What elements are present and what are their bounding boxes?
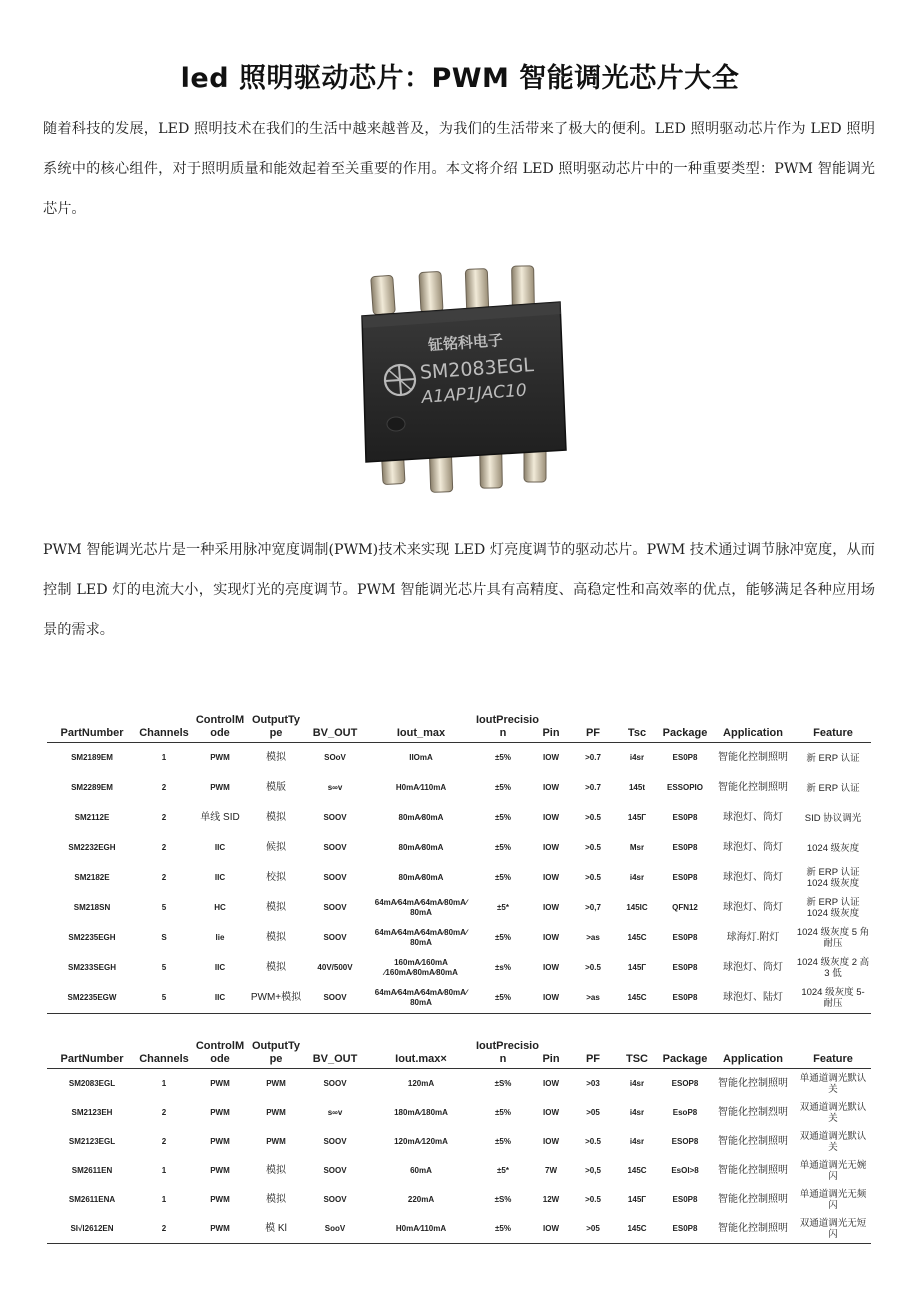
table-cell: >0.5 <box>585 963 601 972</box>
table-cell: ±5% <box>495 753 511 762</box>
table-cell: 智能化控制照明 <box>718 752 788 763</box>
table-cell: 1 <box>161 1078 167 1088</box>
table-cell: ES0P8 <box>672 813 698 822</box>
table-cell: 145Γ <box>627 963 647 972</box>
table-cell: >05 <box>571 1214 615 1244</box>
table-cell: 80mA∕80mA <box>398 843 444 852</box>
table-cell: EsoP8 <box>672 1107 698 1117</box>
col-header: Iout_max <box>367 714 475 743</box>
col-header: Feature <box>795 1040 871 1069</box>
col-header: BV_OUT <box>303 1040 367 1069</box>
table-cell: H0mA∕110mA <box>395 783 447 792</box>
table-cell: 单通道调光无频 闪 <box>799 1188 867 1211</box>
col-header: Application <box>711 1040 795 1069</box>
table-cell: 智能化控制照明 <box>718 1135 788 1147</box>
table-cell: i4sr <box>629 1136 645 1146</box>
table-cell: 模 Kl <box>249 1214 303 1244</box>
table-cell: 145C <box>627 1165 647 1175</box>
table-cell: ES0P8 <box>672 843 698 852</box>
table-row <box>47 1069 871 1099</box>
col-header: ControlM ode <box>191 1040 249 1069</box>
table-cell: 145C <box>615 983 659 1014</box>
brand-logo-icon <box>384 364 416 396</box>
table-cell: 新 ERP 认证 <box>806 782 860 794</box>
table-cell: H0mA∕110mA <box>367 1214 475 1244</box>
table-cell: 145Γ <box>627 813 647 822</box>
col-header: Package <box>659 1040 711 1069</box>
table-cell: >0,5 <box>585 1165 601 1175</box>
table-cell: >as <box>586 933 600 942</box>
table-cell: ±5% <box>475 983 531 1014</box>
table-cell: 220mA <box>407 1194 435 1204</box>
table-cell: 80mA∕80mA <box>398 873 444 882</box>
table-cell: IIC <box>191 983 249 1014</box>
table-cell: ±5% <box>495 1107 511 1117</box>
table-cell: EsOl>8 <box>671 1165 699 1175</box>
table-cell: SM2611ENA <box>68 1194 116 1204</box>
table-cell: 球泡灯、筒灯 <box>723 842 783 853</box>
table-cell: 单通道调光无婉 闪 <box>799 1159 867 1182</box>
table-cell: IOW <box>543 873 559 882</box>
table-cell: >0.5 <box>585 813 601 822</box>
table-row <box>47 983 871 1014</box>
table-cell: PWM <box>191 1214 249 1244</box>
table-cell: 160mA∕160mA ∕160mA∕80mA∕80mA <box>384 958 458 977</box>
table-row <box>47 1156 871 1185</box>
col-header: OutputTy pe <box>249 714 303 743</box>
table-cell: 1024 级灰度 <box>806 842 860 854</box>
chip-photo <box>352 262 574 500</box>
col-header: Tsc <box>615 714 659 743</box>
table-cell: ESSOPIO <box>666 783 703 792</box>
table-cell: ES0P8 <box>672 873 698 882</box>
table-cell: 单通道调光默认 关 <box>799 1072 867 1095</box>
table-cell: SOOV <box>323 1165 347 1175</box>
table-cell: 1024 级灰度 5- 耐压 <box>795 983 871 1014</box>
table-cell: >0.7 <box>585 753 601 762</box>
table-cell: 模拟 <box>266 1164 286 1176</box>
col-header: Package <box>659 714 711 743</box>
col-header: Channels <box>137 714 191 743</box>
table-cell: SOOV <box>323 1194 347 1204</box>
table-cell: 双通道调光默认 关 <box>799 1101 867 1124</box>
table-cell: SM2112E <box>74 813 110 822</box>
table-cell: SI√l2612EN <box>47 1214 137 1244</box>
table-cell: ESOP8 <box>671 1136 699 1146</box>
table-cell: ±S% <box>494 1078 512 1088</box>
table-row <box>47 1098 871 1127</box>
table-cell: 2 <box>161 873 167 882</box>
table-cell: 40V/500V <box>317 963 353 972</box>
table-cell: 模拟 <box>266 752 286 763</box>
table-cell: 模拟 <box>266 902 286 913</box>
table-cell: 1 <box>161 753 167 762</box>
table-cell: 80mA∕80mA <box>398 813 444 822</box>
table-cell: ES0P8 <box>659 983 711 1014</box>
table-cell: s∞v <box>327 1107 343 1117</box>
table-cell: IOW <box>543 813 559 822</box>
table-cell: 2 <box>161 843 167 852</box>
table-cell: PWM <box>266 1107 286 1117</box>
table-cell: PWM <box>210 753 230 762</box>
table-cell: 1 <box>161 1165 167 1175</box>
table-cell: 145Γ <box>627 1194 647 1204</box>
table-cell: 球泡灯、筒灯 <box>723 872 783 883</box>
table-cell: ±5% <box>475 1214 531 1244</box>
col-header: BV_OUT <box>303 714 367 743</box>
table-cell: >05 <box>586 1107 600 1117</box>
table-cell: ±5% <box>495 813 511 822</box>
table-cell: HC <box>214 903 226 912</box>
table-cell: ES0P8 <box>672 753 698 762</box>
col-header: PartNumber <box>47 714 137 743</box>
table-cell: 模拟 <box>266 962 286 973</box>
table-cell: SOOV <box>323 1136 347 1146</box>
table-cell: 2 <box>161 1107 167 1117</box>
table-cell: 2 <box>137 1214 191 1244</box>
table-cell: SOOV <box>323 933 347 942</box>
table-cell: 120mA∕120mA <box>394 1136 448 1146</box>
table-cell: ±5% <box>495 873 511 882</box>
spec-table-2 <box>47 1040 871 1244</box>
table-cell: 新 ERP 认证 1024 级灰度 <box>806 897 860 919</box>
table-cell: ±5% <box>495 933 511 942</box>
table-cell: 新 ERP 认证 <box>806 752 860 764</box>
table-row <box>47 743 871 774</box>
table-cell: 1024 级灰度 5 角 耐压 <box>796 927 870 949</box>
table-cell: IOW <box>543 963 559 972</box>
table-cell: 5 <box>137 983 191 1014</box>
table-cell: ±5% <box>495 1136 511 1146</box>
table-cell: ±S% <box>494 1194 512 1204</box>
table-cell: PWM <box>266 1136 286 1146</box>
table-cell: >0.5 <box>585 843 601 852</box>
table-row <box>47 1185 871 1214</box>
intro-paragraph: 随着科技的发展，LED 照明技术在我们的生活中越来越普及，为我们的生活带来了极大的便利。LED 照明驱动芯片作为 LED 照明系统中的核心组件，对于照明质量和能效起着至关重要的作用。本文将介绍 LED 照明驱动芯片中的一种重要类型：PWM 智能调光芯片。 <box>43 121 875 217</box>
table-row <box>47 863 871 893</box>
table-cell: 64mA∕64mA∕64mA∕80mA∕ 80mA <box>374 928 468 947</box>
table-cell: >0.5 <box>585 873 601 882</box>
table-cell: 模拟 <box>266 812 286 823</box>
table-cell: SID 协议调光 <box>804 812 862 824</box>
table-cell: ESOP8 <box>671 1078 699 1088</box>
table-row <box>47 833 871 863</box>
table-cell: SOOV <box>323 903 347 912</box>
table-row <box>47 1214 871 1244</box>
table-cell: IIOmA <box>409 753 433 762</box>
table-cell: 2 <box>161 1136 167 1146</box>
table-cell: 5 <box>161 963 167 972</box>
table-cell: S <box>161 933 167 942</box>
table-cell: IOW <box>543 1136 559 1146</box>
table-cell: 1024 级灰度 2 高 3 低 <box>796 957 870 979</box>
table-cell: 单线 SID <box>200 812 240 823</box>
table-cell: 候拟 <box>266 842 286 853</box>
table-cell: 5 <box>161 903 167 912</box>
chip-lot-text: A1AP1JAC10 <box>421 380 528 408</box>
table-cell: >03 <box>586 1078 600 1088</box>
table-cell: IOW <box>543 753 559 762</box>
table-cell: 双通道调光无短 闪 <box>795 1214 871 1244</box>
table-cell: 智能化控制照明 <box>711 1214 795 1244</box>
table-cell: IOW <box>543 933 559 942</box>
table-cell: IIC <box>214 843 226 852</box>
table-cell: 60mA <box>410 1165 432 1175</box>
col-header: PF <box>571 1040 615 1069</box>
table-cell: PWM <box>210 1194 230 1204</box>
table-cell: 球泡灯、筒灯 <box>723 812 783 823</box>
table-cell: SooV <box>303 1214 367 1244</box>
table-cell: 2 <box>161 783 167 792</box>
table-cell: SOOV <box>323 813 347 822</box>
table-cell: SM2123EGL <box>68 1136 116 1146</box>
table-cell: 球泡灯、陆灯 <box>711 983 795 1014</box>
col-header: Iout.max× <box>367 1040 475 1069</box>
table-cell: PWM <box>210 1136 230 1146</box>
table-row <box>47 773 871 803</box>
table-cell: IOW <box>543 783 559 792</box>
table-cell: 模拟 <box>266 1193 286 1205</box>
col-header: TSC <box>615 1040 659 1069</box>
table-cell: i4sr <box>629 873 645 882</box>
table-cell: ES0P8 <box>672 933 698 942</box>
table-cell: 64mA∕64mA∕64mA∕80mA∕ 80mA <box>367 983 475 1014</box>
table-cell: ±5% <box>495 783 511 792</box>
table-cell: >0.5 <box>585 1194 601 1204</box>
table-cell: 模拟 <box>266 932 286 943</box>
table-cell: SOoV <box>324 753 346 762</box>
table-cell: 1 <box>161 1194 167 1204</box>
table-cell: SM2289EM <box>71 783 113 792</box>
table-cell: IOW <box>543 1107 559 1117</box>
table-cell: ES0P8 <box>659 1214 711 1244</box>
table-cell: SM2235EGH <box>68 933 116 942</box>
table-cell: SM2123EH <box>71 1107 113 1117</box>
table-cell: SM233SEGH <box>67 963 117 972</box>
table-cell: SOOV <box>323 843 347 852</box>
table-cell: 智能化控制照明 <box>718 782 788 793</box>
col-header: Pin <box>531 1040 571 1069</box>
table-cell: SM2083EGL <box>68 1078 116 1088</box>
spec-table-1 <box>47 714 871 1014</box>
table-cell: 12W <box>542 1194 560 1204</box>
page-title: led 照明驱动芯片：PWM 智能调光芯片大全 <box>180 63 740 94</box>
table-cell: >0,7 <box>585 903 601 912</box>
table-cell: >0.7 <box>585 783 601 792</box>
table-cell: lie <box>215 933 225 942</box>
table-cell: 145IC <box>626 903 648 912</box>
table-cell: 新 ERP 认证 1024 级灰度 <box>806 867 860 889</box>
sop8-chip-image <box>352 262 574 500</box>
table-cell: s∞v <box>327 783 343 792</box>
table-cell: 64mA∕64mA∕64mA∕80mA∕ 80mA <box>374 898 468 917</box>
chip-brand-text: 钲铭科电子 <box>427 331 504 355</box>
table-cell: SM2235EGW <box>47 983 137 1014</box>
col-header: IoutPrecisio n <box>475 714 531 743</box>
table-cell: IOW <box>543 903 559 912</box>
table-cell: >as <box>571 983 615 1014</box>
table-cell: ±s% <box>495 963 511 972</box>
table-cell: IIC <box>214 873 226 882</box>
table-cell: SOOV <box>323 873 347 882</box>
table-cell: 145C <box>615 1214 659 1244</box>
table-cell: 模版 <box>266 782 286 793</box>
table-cell: PWM <box>210 1107 230 1117</box>
table-cell: PWM <box>210 1078 230 1088</box>
table-cell: 智能化控制照明 <box>718 1193 788 1205</box>
table-cell: 180mA∕180mA <box>394 1107 448 1117</box>
table-cell: SM2232EGH <box>68 843 116 852</box>
table-cell: 120mA <box>407 1078 435 1088</box>
col-header: PartNumber <box>47 1040 137 1069</box>
table-cell: i4sr <box>629 1107 645 1117</box>
table-cell: 球海灯.附灯 <box>726 932 780 943</box>
table-cell: SOOV <box>303 983 367 1014</box>
table-cell: PWM <box>210 783 230 792</box>
table-cell: 球泡灯、筒灯 <box>723 962 783 973</box>
table-cell: i4sr <box>629 753 645 762</box>
table-row <box>47 1127 871 1156</box>
table-cell: 校拟 <box>266 872 286 883</box>
table-cell: 智能化控制烈明 <box>718 1106 788 1118</box>
table-cell: ES0P8 <box>672 1194 698 1204</box>
table-cell: SOOV <box>323 1078 347 1088</box>
table-cell: 双通道调光默认 关 <box>799 1130 867 1153</box>
table-cell: QFN12 <box>672 903 698 912</box>
table-cell: IIC <box>214 963 226 972</box>
table-cell: Msr <box>629 843 645 852</box>
table-cell: IOW <box>531 983 571 1014</box>
table-row <box>47 803 871 833</box>
col-header: Feature <box>795 714 871 743</box>
table-cell: 智能化控制照明 <box>718 1164 788 1176</box>
table-row <box>47 923 871 953</box>
table-cell: SM2611EN <box>71 1165 113 1175</box>
table-cell: IOW <box>543 1078 559 1088</box>
table-cell: IOW <box>531 1214 571 1244</box>
table-cell: 145C <box>627 933 647 942</box>
table-row <box>47 893 871 923</box>
chip-body <box>362 302 566 462</box>
table-cell: i4sr <box>629 1078 645 1088</box>
table-cell: SM218SN <box>73 903 111 912</box>
table-cell: IOW <box>543 843 559 852</box>
table-cell: 2 <box>161 813 167 822</box>
table-cell: ±5* <box>497 1165 509 1175</box>
table-cell: SM2189EM <box>71 753 113 762</box>
col-header: IoutPrecisio n <box>475 1040 531 1069</box>
table-cell: ES0P8 <box>672 963 698 972</box>
table-cell: SM2182E <box>74 873 110 882</box>
table-cell: 7W <box>545 1165 557 1175</box>
table-cell: ±5% <box>495 843 511 852</box>
col-header: Pin <box>531 714 571 743</box>
table-cell: PWM+模拟 <box>249 983 303 1014</box>
pin1-marker <box>387 417 405 431</box>
col-header: ControlM ode <box>191 714 249 743</box>
description-paragraph: PWM 智能调光芯片是一种采用脉冲宽度调制(PWM)技术来实现 LED 灯亮度调节的驱动芯片。PWM 技术通过调节脉冲宽度，从而控制 LED 灯的电流大小，实现灯光的亮度调节。PWM 智能调光芯片具有高精度、高稳定性和高效率的优点，能够满足各种应用场景的需求。 <box>43 542 875 638</box>
table-cell: 145t <box>628 783 645 792</box>
table-cell: ±5* <box>497 903 509 912</box>
table-row <box>47 953 871 983</box>
table-cell: 球泡灯、筒灯 <box>723 902 783 913</box>
chip-model-text: SM2083EGL <box>419 354 535 384</box>
table-cell: >0.5 <box>585 1136 601 1146</box>
col-header: PF <box>571 714 615 743</box>
table-cell: PWM <box>210 1165 230 1175</box>
col-header: Channels <box>137 1040 191 1069</box>
table-cell: PWM <box>266 1078 286 1088</box>
col-header: OutputTy pe <box>249 1040 303 1069</box>
col-header: Application <box>711 714 795 743</box>
table-cell: 智能化控制照明 <box>718 1077 788 1089</box>
